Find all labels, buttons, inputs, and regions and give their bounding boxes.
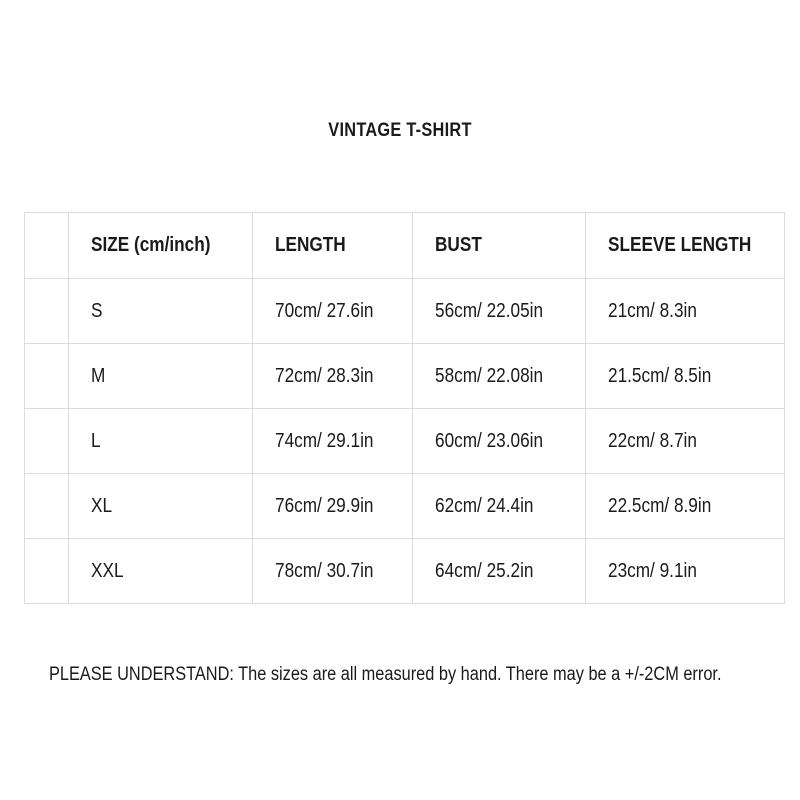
table-row xyxy=(25,474,785,539)
sleeve-length-cell: 21.5cm/ 8.5in xyxy=(586,344,785,409)
page-title: VINTAGE T-SHIRT xyxy=(328,120,472,141)
column-header-size: SIZE (cm/inch) xyxy=(69,213,253,279)
blank-cell xyxy=(25,409,69,474)
blank-cell xyxy=(25,539,69,604)
size-cell: XXL xyxy=(69,539,253,604)
table-row xyxy=(25,279,785,344)
blank-cell xyxy=(25,213,69,279)
size-cell: M xyxy=(69,344,253,409)
column-header-bust: BUST xyxy=(413,213,586,279)
table-row xyxy=(25,539,785,604)
sleeve-length-cell: 23cm/ 9.1in xyxy=(586,539,785,604)
size-cell: S xyxy=(69,279,253,344)
length-cell: 74cm/ 29.1in xyxy=(253,409,413,474)
length-cell: 70cm/ 27.6in xyxy=(253,279,413,344)
bust-cell: 62cm/ 24.4in xyxy=(413,474,586,539)
sleeve-length-cell: 21cm/ 8.3in xyxy=(586,279,785,344)
size-chart-table xyxy=(24,212,785,604)
bust-cell: 60cm/ 23.06in xyxy=(413,409,586,474)
bust-cell: 56cm/ 22.05in xyxy=(413,279,586,344)
table-header-row xyxy=(25,213,785,279)
column-header-length: LENGTH xyxy=(253,213,413,279)
blank-cell xyxy=(25,279,69,344)
bust-cell: 58cm/ 22.08in xyxy=(413,344,586,409)
size-cell: XL xyxy=(69,474,253,539)
column-header-sleeve-length: SLEEVE LENGTH xyxy=(586,213,785,279)
table-row xyxy=(25,409,785,474)
length-cell: 76cm/ 29.9in xyxy=(253,474,413,539)
sleeve-length-cell: 22.5cm/ 8.9in xyxy=(586,474,785,539)
blank-cell xyxy=(25,344,69,409)
bust-cell: 64cm/ 25.2in xyxy=(413,539,586,604)
size-cell: L xyxy=(69,409,253,474)
length-cell: 72cm/ 28.3in xyxy=(253,344,413,409)
length-cell: 78cm/ 30.7in xyxy=(253,539,413,604)
measurement-disclaimer: PLEASE UNDERSTAND: The sizes are all measured by hand. There may be a +/-2CM error. xyxy=(49,664,722,685)
sleeve-length-cell: 22cm/ 8.7in xyxy=(586,409,785,474)
blank-cell xyxy=(25,474,69,539)
table-row xyxy=(25,344,785,409)
